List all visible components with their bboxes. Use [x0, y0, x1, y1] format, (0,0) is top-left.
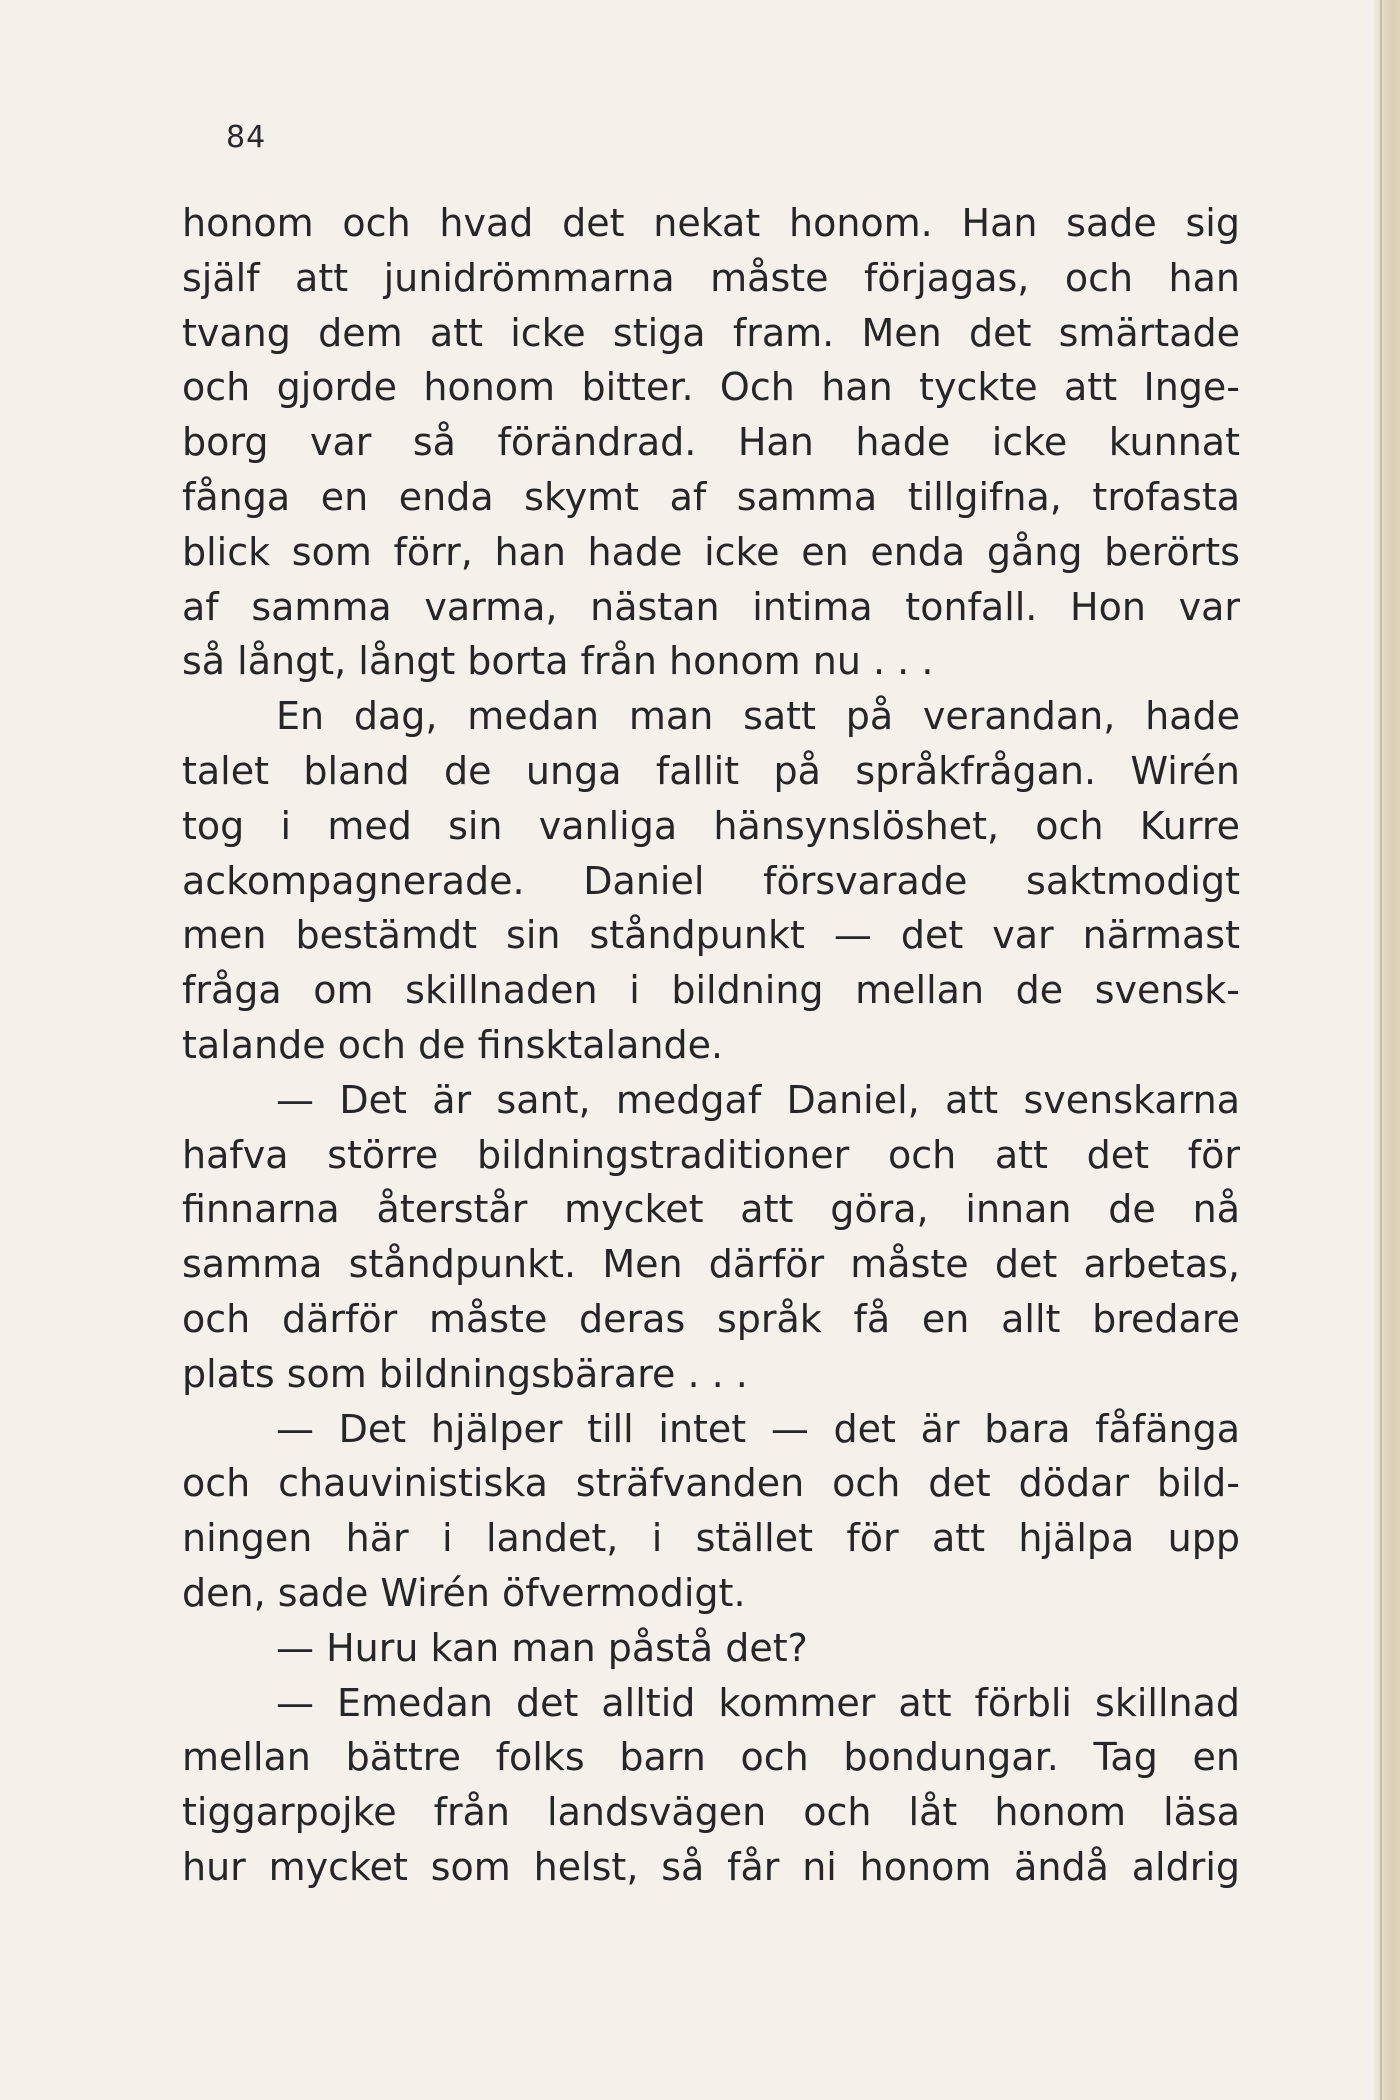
- text-line: fråga om skillnaden i bildning mellan de svensk-: [182, 968, 1240, 1013]
- text-line: och därför måste deras språk få en allt bredare: [182, 1296, 1240, 1341]
- text-line: — Det är sant, medgaf Daniel, att svenskarna: [276, 1077, 1240, 1122]
- text-line: mellan bättre folks barn och bondungar. Tag en: [182, 1735, 1240, 1780]
- text-line: och gjorde honom bitter. Och han tyckte att Inge-: [182, 365, 1240, 410]
- text-line: hur mycket som helst, så får ni honom ändå aldrig: [182, 1844, 1240, 1889]
- text-line: — Emedan det alltid kommer att förbli skillnad: [276, 1680, 1240, 1725]
- page-number: 84: [226, 120, 267, 155]
- text-line: En dag, medan man satt på verandan, hade: [276, 694, 1240, 739]
- text-line: talande och de finsktalande.: [182, 1022, 724, 1067]
- text-line: — Huru kan man påstå det?: [276, 1625, 808, 1670]
- text-line: ackompagnerade. Daniel försvarade saktmodigt: [182, 858, 1240, 903]
- text-line: tvang dem att icke stiga fram. Men det smärtade: [182, 310, 1240, 355]
- text-line: tiggarpojke från landsvägen och låt honom läsa: [182, 1790, 1240, 1835]
- page-binding-edge: [1374, 0, 1400, 2100]
- text-line: af samma varma, nästan intima tonfall. Hon var: [182, 584, 1240, 629]
- text-line: fånga en enda skymt af samma tillgifna, trofasta: [182, 474, 1240, 519]
- text-line: blick som förr, han hade icke en enda gång berörts: [182, 529, 1240, 574]
- text-line: finnarna återstår mycket att göra, innan de nå: [182, 1187, 1240, 1232]
- text-line: ningen här i landet, i stället för att hjälpa upp: [182, 1516, 1240, 1561]
- text-line: talet bland de unga fallit på språkfrågan. Wirén: [182, 748, 1240, 793]
- text-line: borg var så förändrad. Han hade icke kunnat: [182, 420, 1240, 465]
- text-line: honom och hvad det nekat honom. Han sade sig: [182, 201, 1240, 245]
- text-line: själf att junidrömmarna måste förjagas, och han: [182, 255, 1240, 300]
- page-binding-line: [1380, 0, 1382, 2100]
- body-text: [182, 196, 1240, 1895]
- text-line: samma ståndpunkt. Men därför måste det arbetas,: [182, 1242, 1240, 1287]
- text-line: men bestämdt sin ståndpunkt — det var närmast: [182, 913, 1240, 958]
- text-line: så långt, långt borta från honom nu . . .: [182, 639, 934, 684]
- text-line: och chauvinistiska sträfvanden och det dödar bild-: [182, 1461, 1240, 1506]
- text-line: plats som bildningsbärare . . .: [182, 1351, 748, 1396]
- text-line: den, sade Wirén öfvermodigt.: [182, 1570, 746, 1615]
- text-line: tog i med sin vanliga hänsynslöshet, och Kurre: [182, 803, 1240, 848]
- text-line: hafva större bildningstraditioner och att det för: [182, 1132, 1240, 1177]
- text-line: — Det hjälper till intet — det är bara fåfänga: [276, 1406, 1240, 1451]
